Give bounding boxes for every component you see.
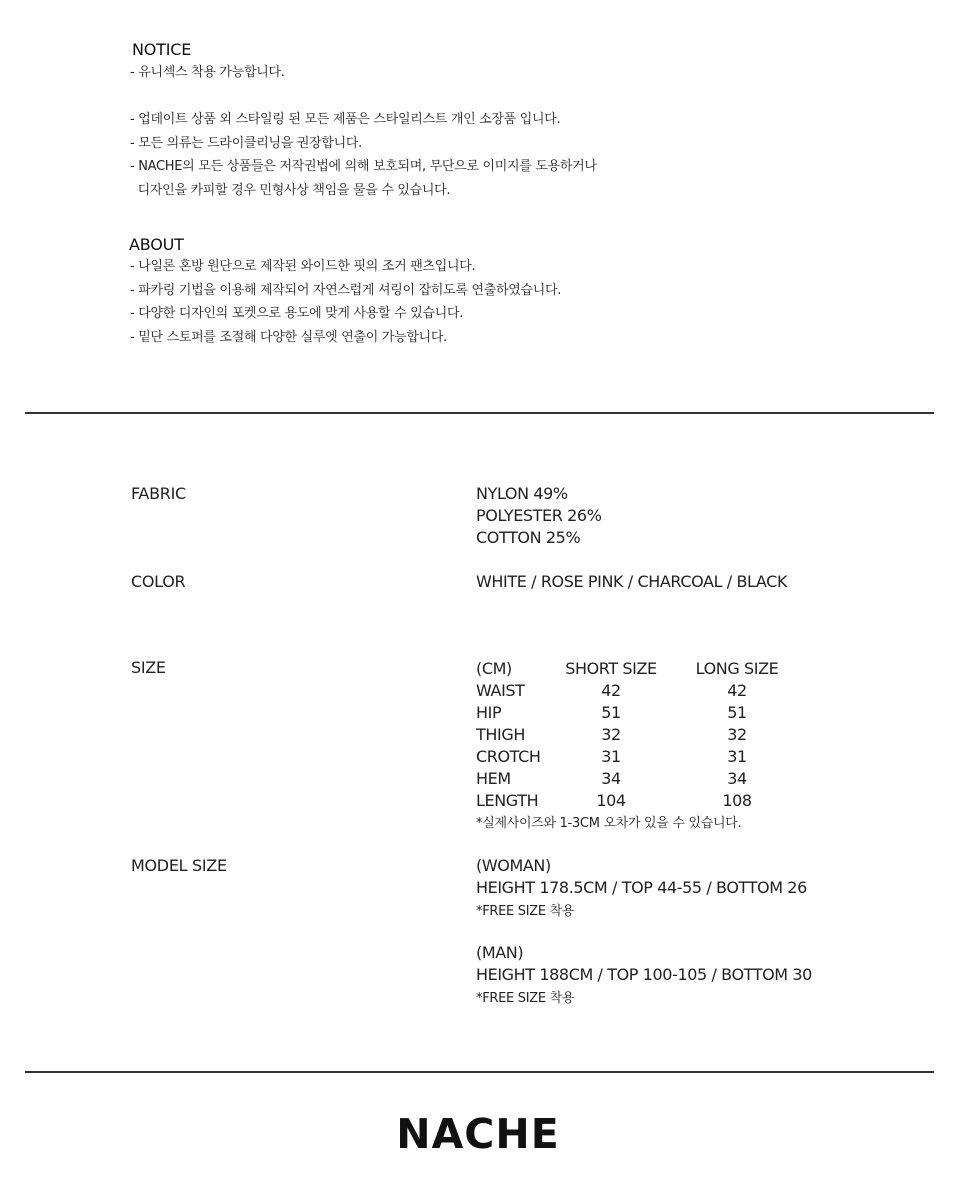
table-row	[476, 723, 817, 745]
notice-line: 디자인을 카피할 경우 민형사상 책임을 물을 수 있습니다.	[130, 182, 451, 198]
notice-heading: NOTICE	[132, 40, 192, 59]
notice-list	[130, 61, 597, 202]
size-header-row	[476, 657, 817, 679]
size-short-value: 31	[601, 746, 621, 766]
size-row-label: HEM	[476, 768, 511, 788]
table-row	[476, 745, 817, 767]
table-row	[476, 767, 817, 789]
table-row	[476, 679, 817, 701]
size-header-unit: (CM)	[476, 658, 512, 678]
size-short-value: 32	[601, 724, 621, 744]
color-value: WHITE / ROSE PINK / CHARCOAL / BLACK	[476, 572, 788, 591]
about-line: - 파카링 기법을 이용해 제작되어 자연스럽게 셔링이 잡히도록 연출하였습니다.	[130, 282, 562, 298]
size-long-value: 34	[727, 768, 747, 788]
notice-line: - 업데이트 상품 외 스타일링 된 모든 제품은 스타일리스트 개인 소장품 입니다.	[130, 112, 561, 127]
fabric-value: NYLON 49%	[476, 484, 568, 503]
about-line: - 나일론 혼방 원단으로 제작된 와이드한 핏의 조거 팬츠입니다.	[130, 259, 476, 274]
notice-line: - NACHE의 모든 상품들은 저작권법에 의해 보호되며, 무단으로 이미지를 도용하거나	[130, 159, 597, 174]
model-woman-note: *FREE SIZE 착용	[476, 904, 575, 919]
fabric-value: POLYESTER 26%	[476, 506, 602, 525]
size-row-label: WAIST	[476, 680, 525, 700]
model-size-label: MODEL SIZE	[131, 856, 227, 875]
table-row	[476, 701, 817, 723]
size-long-value: 108	[722, 790, 752, 810]
size-label: SIZE	[131, 658, 166, 677]
size-long-value: 42	[727, 680, 747, 700]
size-long-value: 31	[727, 746, 747, 766]
size-row-label: HIP	[476, 702, 502, 722]
size-row-label: CROTCH	[476, 746, 541, 766]
model-man-spec: HEIGHT 188CM / TOP 100-105 / BOTTOM 30	[476, 965, 812, 984]
divider-top	[25, 412, 934, 414]
size-short-value: 51	[601, 702, 621, 722]
fabric-value: COTTON 25%	[476, 528, 581, 547]
size-header-short: SHORT SIZE	[565, 658, 657, 678]
fabric-label: FABRIC	[131, 484, 186, 503]
model-man-title: (MAN)	[476, 943, 524, 962]
size-short-value: 42	[601, 680, 621, 700]
divider-bottom	[25, 1071, 934, 1073]
fabric-values	[476, 483, 602, 549]
notice-spacer	[130, 85, 597, 109]
model-man-note: *FREE SIZE 착용	[476, 991, 575, 1006]
size-long-value: 32	[727, 724, 747, 744]
size-note: *실제사이즈와 1-3CM 오차가 있을 수 있습니다.	[476, 816, 742, 831]
size-long-value: 51	[727, 702, 747, 722]
size-row-label: LENGTH	[476, 790, 539, 810]
about-line: - 밑단 스토퍼를 조절해 다양한 실루엣 연출이 가능합니다.	[130, 329, 447, 345]
color-label: COLOR	[131, 572, 186, 591]
notice-line: - 유니섹스 착용 가능합니다.	[130, 65, 285, 80]
model-woman-spec: HEIGHT 178.5CM / TOP 44-55 / BOTTOM 26	[476, 878, 807, 897]
about-list	[130, 255, 561, 349]
size-short-value: 104	[596, 790, 626, 810]
size-short-value: 34	[601, 768, 621, 788]
table-row	[476, 789, 817, 811]
about-heading: ABOUT	[129, 235, 184, 254]
notice-line: - 모든 의류는 드라이클리닝을 권장합니다.	[130, 135, 362, 151]
size-table	[476, 657, 817, 811]
about-line: - 다양한 디자인의 포켓으로 용도에 맞게 사용할 수 있습니다.	[130, 306, 464, 321]
size-row-label: THIGH	[476, 724, 525, 744]
model-woman-title: (WOMAN)	[476, 856, 551, 875]
size-header-long: LONG SIZE	[695, 658, 779, 678]
brand-logo: NACHE	[396, 1110, 560, 1158]
